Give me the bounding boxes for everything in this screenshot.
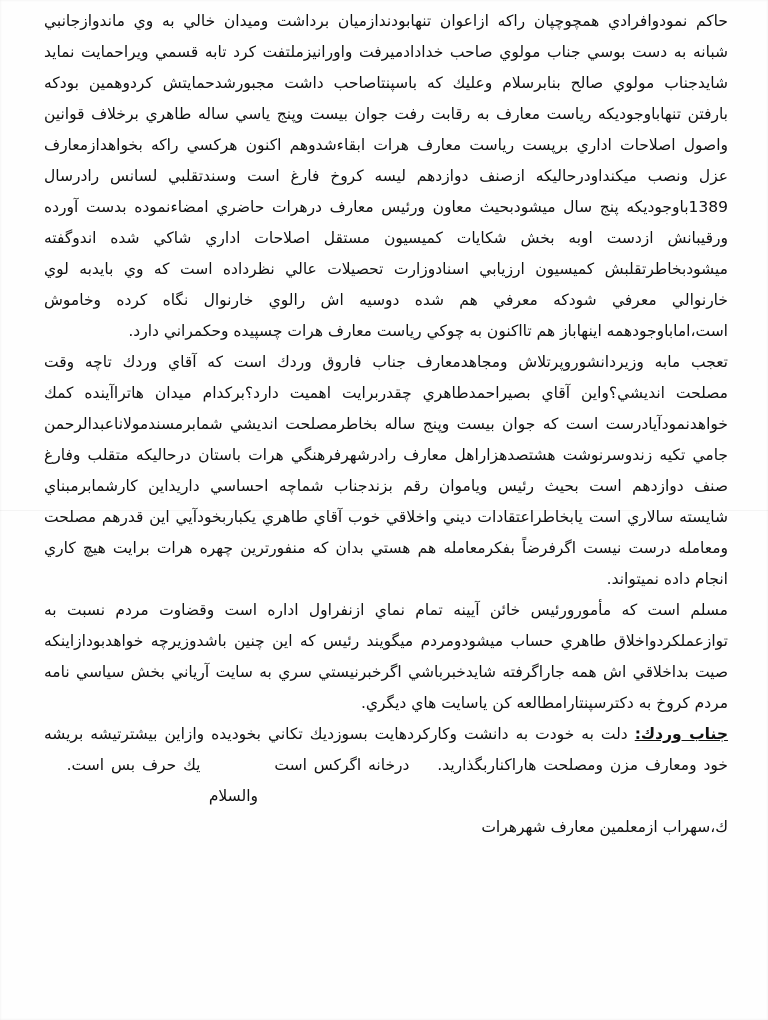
body-paragraph-1 xyxy=(44,6,728,347)
text-line: انجام داده نميتواند. xyxy=(606,570,728,588)
text-line: توازعملکردواخلاق طاهري حساب ميشودومردم ميگويند رئيس که اين چنين باشدوزيرچه خواهدبودازاينکه xyxy=(44,632,728,650)
text-line: حاکم نمودوافرادي همچوچپان راکه ازاعوان تنهابودندازميان برداشت وميدان خالي به وي ماندوازجانبي xyxy=(44,12,728,30)
body-paragraph-3 xyxy=(44,595,728,719)
closing-text: يك حرف بس است. xyxy=(66,756,201,774)
signature-line xyxy=(44,812,728,843)
text-line: مردم کروخ به دکترسپنتارامطالعه کن ياسايت هاي ديگري. xyxy=(360,694,728,712)
text-line: ميشودبخاطرتقلبش کميسيون ارزيابي اسنادوزارت تحصيلات عالي نظرداده است که وي بايدبه لوي xyxy=(44,260,728,278)
closing-text: خود ومعارف مزن ومصلحت هاراکناربگذاريد. xyxy=(437,756,728,774)
text-line: تعجب مابه وزيردانشوروپرتلاش ومجاهدمعارف جناب فاروق وردك است که آقاي وردك تاچه وقت xyxy=(44,353,728,371)
salutation-line xyxy=(44,781,728,812)
text-line: شبانه به دست بوسي جناب مولوي صاحب خدادادميرفت واورانيزملتفت کرد تابه قسمي ويراحمايت نمايد xyxy=(44,43,728,61)
text-line: جامي تکيه زندوسرنوشت هشتصدهزاراهل معارف رادرشهرفرهنگي هرات باستان درحاليکه متقلب وفارغ xyxy=(44,446,728,464)
text-line: صيت بداخلاقي اش همه جاراگرفته شايدخبرباشي اگرخبرنيستي سري به سايت آرياني بخش سياسي نامه xyxy=(44,663,728,681)
text-line: است،اماباوجودهمه اينهاباز هم تااکنون به چوکي رياست معارف هرات چسپيده وحکمراني دارد. xyxy=(128,322,728,340)
text-line: ومعامله درست نيست اگرفرضاً بفکرمعامله هم هستي بدان که منفورترين چهره هرات برايت هيچ کاري xyxy=(44,539,728,557)
text-line: بارفتن تنهاباوجوديکه رياست معارف به رقابت رفت جوان بيست وپنج ياسي ساله طاهري برخلاف قوانين xyxy=(44,105,728,123)
body-paragraph-2 xyxy=(44,347,728,595)
closing-text: درخانه اگرکس است xyxy=(274,756,410,774)
text-line: مصلحت انديشي؟واين آقاي بصيراحمدطاهري چقدربرايت اهميت دارد؟برکدام ميدان هاتراآينده کمك xyxy=(44,384,728,402)
text-line: شايدجناب مولوي صالح بنابرسلام وعليك که باسپنتاصاحب داشت مجبورشدحمايتش کردوهمين بودکه xyxy=(44,74,728,92)
text-line: صنف دوازدهم است بحيث رئيس وياموان رقم بزندجناب شماچه احساسي داريداين کارشمابرمبناي xyxy=(44,477,728,495)
text-line: عزل ونصب ميکنداودرحاليکه ازصنف دوازدهم ليسه کروخ فارغ است وسندتقلبي لسانس رادرسال xyxy=(44,167,728,185)
closing-line-1 xyxy=(44,719,728,750)
text-line: خواهدنمودآيادرست است که جوان بيست وپنج ساله بخاطرمصلحت انديشي شمابرمسندمولاناعبدالرحمن xyxy=(44,415,728,433)
text-line: خارنوالي معرفي شودکه معرفي هم شده دوسيه اش رالوي خارنوال نگاه کرده وخاموش xyxy=(44,291,728,309)
closing-text: دلت به خودت به دانشت وکارکردهايت بسوزديك تکاني بخوديده وازاين بيشترتيشه بريشه xyxy=(44,725,628,743)
signature: ك،سهراب ازمعلمين معارف شهرهرات xyxy=(481,818,728,836)
text-line: شايسته سالاري است يابخاطراعتقادات ديني واخلاقي خوب آقاي طاهري يکباربخودآيي اين قدرهم مصلحت xyxy=(44,508,728,526)
closing-line-2 xyxy=(44,750,728,781)
text-line: 1389باوجوديکه پنج سال ميشودبحيث معاون ورئيس معارف درهرات حاضري امضاءنموده بدست آورده xyxy=(44,198,728,216)
salutation: والسلام xyxy=(208,787,258,805)
text-line: ورقيبانش ازدست اوبه بخش شکايات کميسيون مستقل اصلاحات اداري شاکي شده اندوگفته xyxy=(44,229,728,247)
text-line: واصول اصلاحات اداري برپست رياست معارف هرات ابقاءشدوهم اکنون هرکسي راکه بخواهدازمعارف xyxy=(44,136,728,154)
text-line: مسلم است که مأمورورئيس خائن آيينه تمام نماي ازنفراول اداره است وقضاوت مردم نسبت به xyxy=(44,601,728,619)
closing-section xyxy=(44,719,728,843)
addressee-label: جناب وردك: xyxy=(634,725,728,743)
